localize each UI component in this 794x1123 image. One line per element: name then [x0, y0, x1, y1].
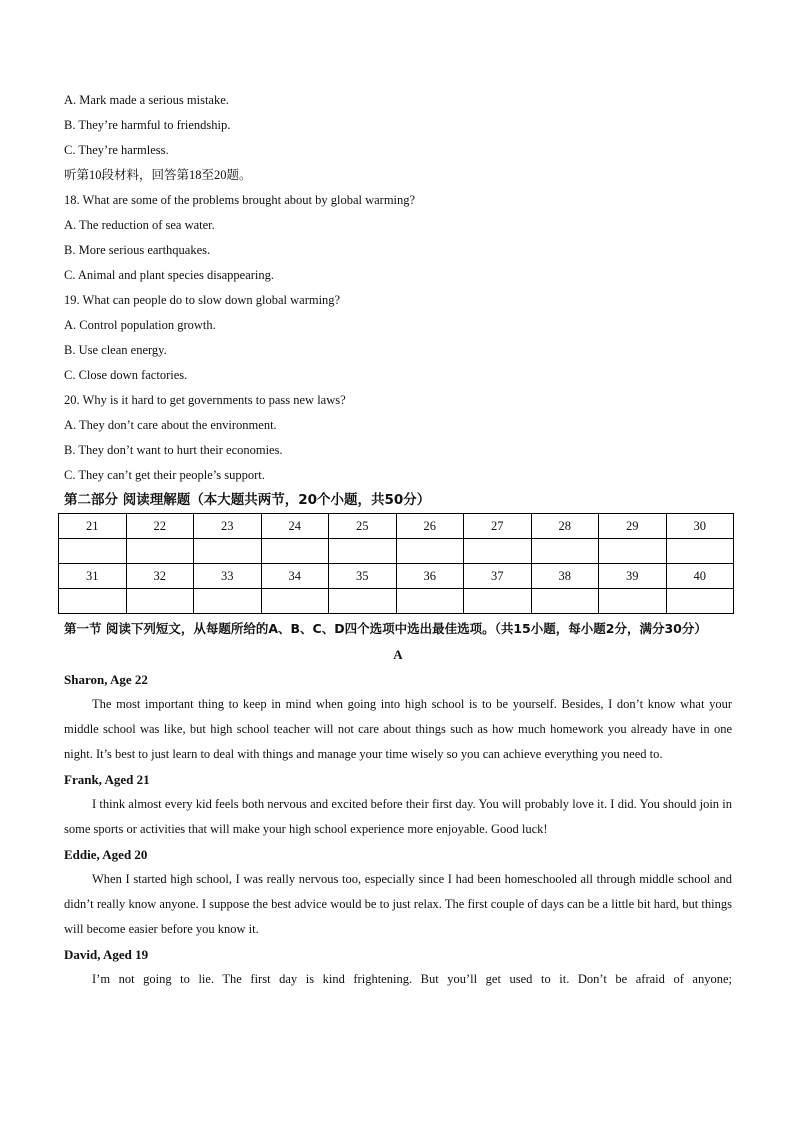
speaker-frank: Frank, Aged 21: [64, 772, 150, 787]
answer-number: 34: [261, 564, 329, 589]
q19-stem: 19. What can people do to slow down global warming?: [64, 293, 341, 307]
q19-option-b: B. Use clean energy.: [64, 343, 167, 357]
answer-cell[interactable]: [531, 589, 599, 614]
answer-cell[interactable]: [464, 539, 532, 564]
q20-option-b: B. They don’t want to hurt their economies.: [64, 443, 283, 457]
answer-cell[interactable]: [261, 539, 329, 564]
answer-number: 29: [599, 514, 667, 539]
q18-option-c: C. Animal and plant species disappearing.: [64, 268, 275, 282]
answer-cell[interactable]: [329, 589, 397, 614]
answer-cell[interactable]: [599, 539, 667, 564]
answer-number: 30: [666, 514, 734, 539]
q17-option-a: A. Mark made a serious mistake.: [64, 93, 229, 107]
q18-option-b: B. More serious earthquakes.: [64, 243, 211, 257]
paragraph-sharon: The most important thing to keep in mind when going into high school is to be yourself. Besides, I don’t know what your middle school was like, but high school teacher will not care about things such as how much homework you already have in one night. It’s best to just learn to deal with things and manage your time wisely so you can achieve everything you need to.: [64, 697, 732, 761]
answer-number: 38: [531, 564, 599, 589]
answer-cell[interactable]: [599, 589, 667, 614]
answer-blank-row-2: [59, 589, 734, 614]
part2-title: 第二部分 阅读理解题（本大题共两节，20个小题，共50分）: [64, 492, 431, 508]
answer-cell[interactable]: [126, 589, 194, 614]
paragraph-david: I’m not going to lie. The first day is kind frightening. But you’ll get used to it. Don’t be afraid of anyone;: [92, 972, 732, 986]
q20-option-a: A. They don’t care about the environment.: [64, 418, 277, 432]
answer-number: 26: [396, 514, 464, 539]
answer-cell[interactable]: [261, 589, 329, 614]
answer-cell[interactable]: [329, 539, 397, 564]
answer-number: 35: [329, 564, 397, 589]
q17-option-b: B. They’re harmful to friendship.: [64, 118, 231, 132]
document-page: [64, 88, 732, 992]
answer-cell[interactable]: [126, 539, 194, 564]
q18-stem: 18. What are some of the problems brought about by global warming?: [64, 193, 416, 207]
answer-cell[interactable]: [666, 589, 734, 614]
answer-grid: [58, 513, 734, 614]
answer-cell[interactable]: [464, 589, 532, 614]
speaker-sharon: Sharon, Age 22: [64, 672, 148, 687]
q20-stem: 20. Why is it hard to get governments to pass new laws?: [64, 393, 346, 407]
answer-cell[interactable]: [396, 589, 464, 614]
answer-number: 23: [194, 514, 262, 539]
q19-option-c: C. Close down factories.: [64, 368, 188, 382]
answer-cell[interactable]: [531, 539, 599, 564]
paragraph-frank: I think almost every kid feels both nervous and excited before their first day. You will probably love it. I did. You should join in some sports or activities that will make your high school experience more enjoyable. Good luck!: [64, 797, 732, 836]
speaker-david: David, Aged 19: [64, 947, 149, 962]
answer-number: 33: [194, 564, 262, 589]
answer-number-row-1: [59, 514, 734, 539]
answer-number: 40: [666, 564, 734, 589]
answer-number: 31: [59, 564, 127, 589]
q19-option-a: A. Control population growth.: [64, 318, 216, 332]
answer-cell[interactable]: [59, 539, 127, 564]
answer-number: 36: [396, 564, 464, 589]
answer-cell[interactable]: [666, 539, 734, 564]
answer-number: 39: [599, 564, 667, 589]
answer-number: 28: [531, 514, 599, 539]
answer-number-row-2: [59, 564, 734, 589]
q18-option-a: A. The reduction of sea water.: [64, 218, 215, 232]
answer-cell[interactable]: [59, 589, 127, 614]
material10-instruction: 听第10段材料，回答第18至20题。: [64, 168, 252, 182]
answer-number: 21: [59, 514, 127, 539]
passage-letter: A: [393, 647, 403, 662]
section1-instruction: 第一节 阅读下列短文，从每题所给的A、B、C、D四个选项中选出最佳选项。（共15小题，每小题2分，满分30分）: [64, 621, 707, 636]
q17-option-c: C. They’re harmless.: [64, 143, 169, 157]
speaker-eddie: Eddie, Aged 20: [64, 847, 148, 862]
answer-cell[interactable]: [396, 539, 464, 564]
q20-option-c: C. They can’t get their people’s support.: [64, 468, 265, 482]
answer-number: 25: [329, 514, 397, 539]
answer-cell[interactable]: [194, 539, 262, 564]
answer-number: 37: [464, 564, 532, 589]
answer-blank-row-1: [59, 539, 734, 564]
answer-number: 22: [126, 514, 194, 539]
answer-number: 32: [126, 564, 194, 589]
answer-cell[interactable]: [194, 589, 262, 614]
answer-number: 24: [261, 514, 329, 539]
answer-number: 27: [464, 514, 532, 539]
paragraph-eddie: When I started high school, I was really nervous too, especially since I had been homeschooled all through middle school and didn’t really know anyone. I suppose the best advice would be to just relax. The first couple of days can be a little bit hard, but things will become easier before you know it.: [64, 872, 732, 936]
